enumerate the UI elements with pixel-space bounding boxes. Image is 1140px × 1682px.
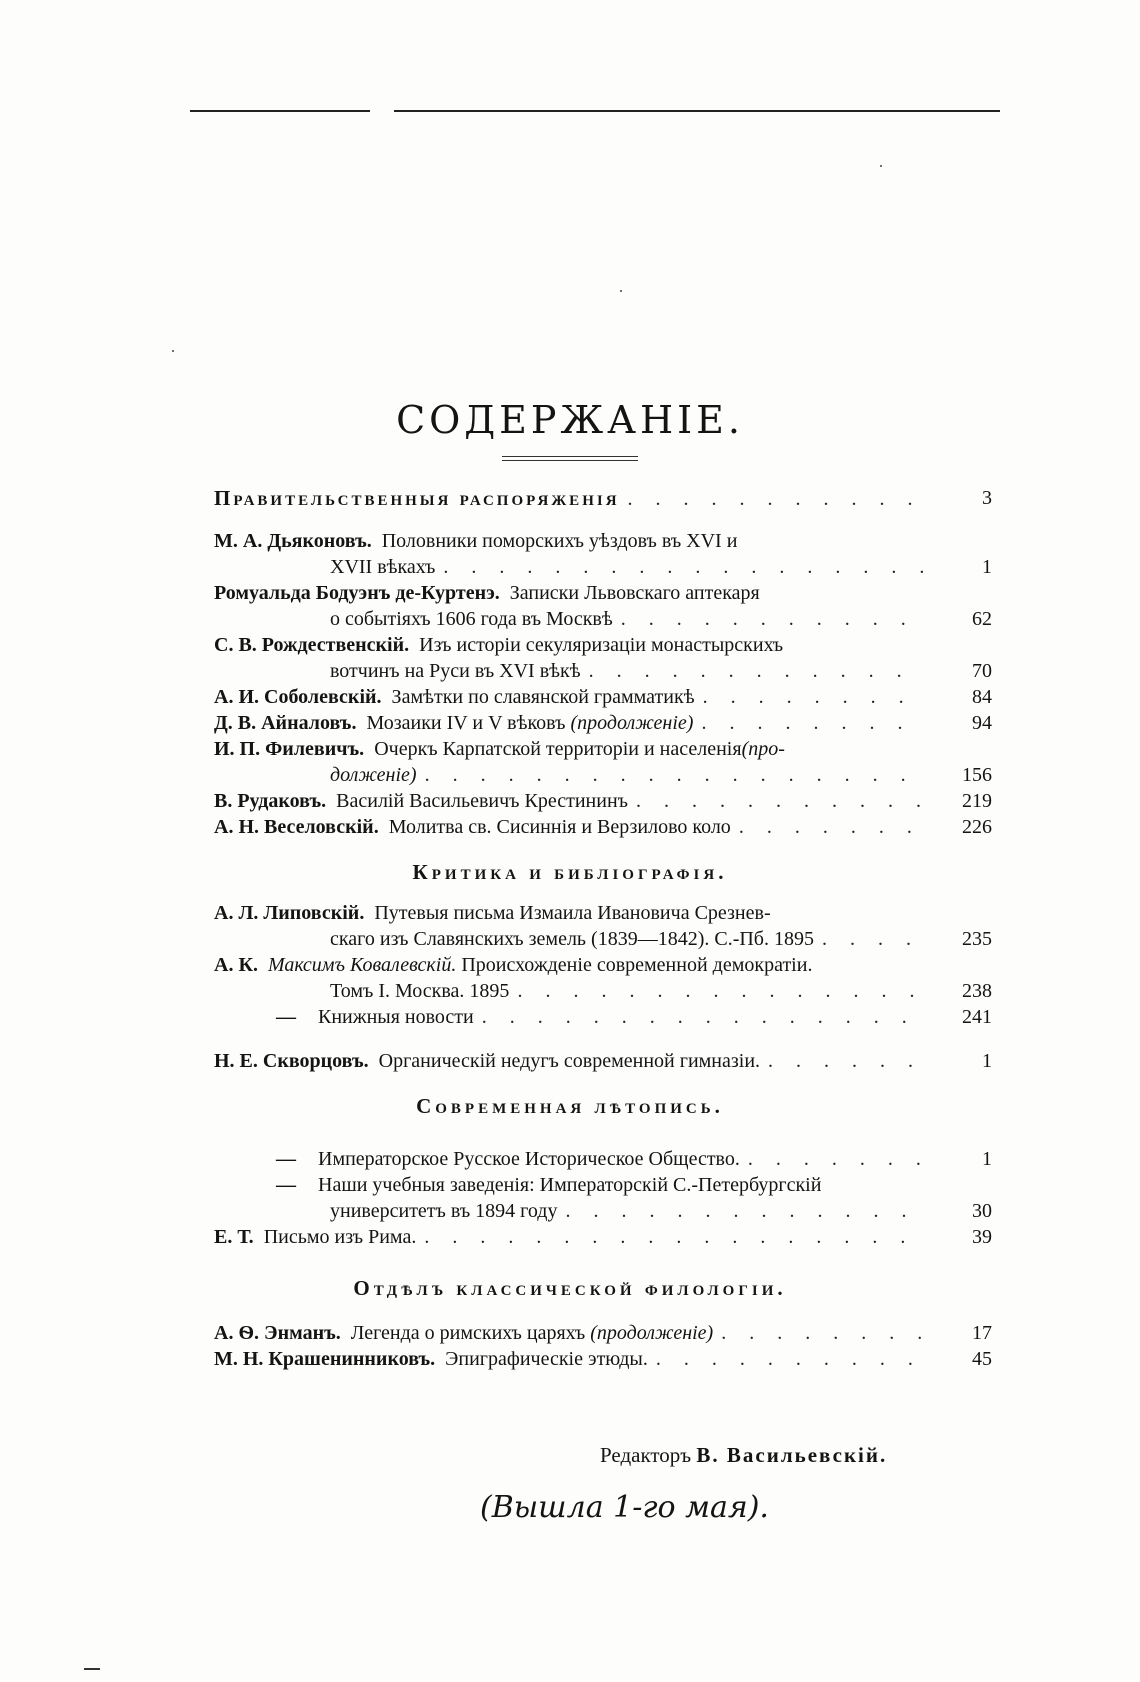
toc-entry-cont — [330, 554, 934, 580]
entry-title: Половники поморскихъ уѣздовъ въ XVI и — [381, 530, 738, 552]
dot-leader — [748, 1146, 926, 1172]
entry-author: Е. Т. — [214, 1226, 254, 1248]
entry-title: Очеркъ Карпатской территоріи и населенія — [374, 738, 742, 760]
toc-entry — [214, 632, 934, 658]
dot-leader — [565, 1198, 926, 1224]
page-number: 1 — [982, 1148, 992, 1170]
entry-author: С. В. Рождественскій. — [214, 634, 410, 656]
toc-entry — [214, 814, 934, 840]
entry-author: Д. В. Айналовъ. — [214, 712, 357, 734]
title-rule — [502, 456, 638, 457]
page-number: 84 — [972, 686, 992, 708]
dot-leader — [424, 1224, 926, 1250]
entry-author: А. Н. Веселовскій. — [214, 816, 379, 838]
toc-entry-cont — [330, 978, 934, 1004]
entry-title: Императорское Русское Историческое Общество. — [318, 1148, 740, 1170]
speck — [172, 350, 174, 352]
entry-title-cont: университетъ въ 1894 году — [330, 1200, 558, 1222]
dot-leader — [721, 1320, 926, 1346]
toc-entry — [214, 900, 934, 926]
entry-author: Н. Е. Скворцовъ. — [214, 1050, 369, 1072]
entry-italic: Максимъ Ковалевскій. — [267, 954, 457, 976]
section-heading-criticism: Критика и библіографія. — [412, 860, 728, 884]
entry-title: Замѣтки по славянской грамматикѣ — [391, 686, 695, 708]
toc-entry — [214, 736, 934, 762]
dot-leader — [517, 978, 926, 1004]
page-number: 62 — [972, 608, 992, 630]
speck — [880, 165, 882, 167]
entry-title-cont: XVII вѣкахъ — [330, 556, 436, 578]
section-label: Правительственныя распоряженія — [214, 486, 620, 510]
dot-leader — [628, 486, 926, 512]
toc-entry-cont — [330, 762, 934, 788]
toc-entry — [214, 1346, 934, 1372]
entry-author: М. Н. Крашенинниковъ. — [214, 1348, 436, 1370]
page-number: 30 — [972, 1200, 992, 1222]
dot-leader — [739, 814, 926, 840]
entry-note: (продолженіе) — [590, 1322, 714, 1344]
entry-title-cont: о событіяхъ 1606 года въ Москвѣ — [330, 608, 613, 630]
entry-title: Органическій недугъ современной гимназіи. — [378, 1050, 761, 1072]
top-rule-right — [394, 110, 1000, 112]
entry-title: Эпиграфическіе этюды. — [445, 1348, 648, 1370]
entry-title-cont: Томъ I. Москва. 1895 — [330, 980, 510, 1002]
dot-leader — [589, 658, 926, 684]
page-number: 226 — [962, 816, 992, 838]
toc-entry — [276, 1172, 934, 1198]
entry-author: А. Л. Липовскій. — [214, 902, 365, 924]
toc-entry-cont — [330, 926, 934, 952]
entry-title-cont: долженіе) — [330, 764, 417, 786]
editor-name: В. Васильевскій. — [696, 1443, 888, 1467]
dot-leader — [768, 1048, 926, 1074]
section-heading-chronicle: Современная лѣтопись. — [416, 1094, 724, 1118]
entry-author: М. А. Дьяконовъ. — [214, 530, 372, 552]
toc-entry-cont — [330, 606, 934, 632]
top-rule-left — [190, 110, 370, 112]
toc-entry — [276, 1146, 934, 1172]
entry-note: (продолженіе) — [570, 712, 694, 734]
margin-mark — [84, 1668, 100, 1670]
page-number: 219 — [962, 790, 992, 812]
editor-label: Редакторъ — [600, 1443, 692, 1467]
toc-entry — [214, 788, 934, 814]
entry-author: Ромуальда Бодуэнъ де-Куртенэ. — [214, 582, 500, 604]
page-number: 39 — [972, 1226, 992, 1248]
dot-leader — [822, 926, 926, 952]
entry-author: А. И. Соболевскій. — [214, 686, 382, 708]
entry-note: (про- — [741, 738, 785, 760]
toc-entry-government — [214, 485, 934, 512]
entry-title: Изъ исторіи секуляризаціи монастырскихъ — [419, 634, 784, 656]
toc-entry — [214, 1224, 934, 1250]
toc-entry — [214, 528, 934, 554]
section-heading-classical: Отдѣлъ классической филологіи. — [353, 1276, 787, 1300]
page-number: 3 — [982, 487, 992, 509]
entry-title-cont: скаго изъ Славянскихъ земель (1839—1842). С.-Пб. 1895 — [330, 928, 814, 950]
entry-title: Легенда о римскихъ царяхъ — [350, 1322, 586, 1344]
page-number: 1 — [982, 1050, 992, 1072]
entry-author: А. Ѳ. Энманъ. — [214, 1322, 341, 1344]
entry-title-cont: вотчинъ на Руси въ XVI вѣкѣ — [330, 660, 581, 682]
dot-leader — [703, 684, 926, 710]
page-number: 45 — [972, 1348, 992, 1370]
page-number: 235 — [962, 928, 992, 950]
entry-title: Записки Львовскаго аптекаря — [509, 582, 760, 604]
dot-leader — [636, 788, 926, 814]
page-number: 238 — [962, 980, 992, 1002]
toc-entry — [214, 1320, 934, 1346]
title-rule — [502, 460, 638, 461]
entry-author: А. К. — [214, 954, 258, 976]
handwritten-note: (Вышла 1-го мая). — [480, 1490, 769, 1525]
entry-title: Молитва св. Сисиннія и Верзилово коло — [388, 816, 731, 838]
entry-author: — — [276, 1174, 296, 1196]
entry-author: — — [276, 1006, 296, 1028]
toc-entry — [214, 684, 934, 710]
toc-entry-cont — [330, 1198, 934, 1224]
entry-author: В. Рудаковъ. — [214, 790, 327, 812]
page-number: 17 — [972, 1322, 992, 1344]
dot-leader — [443, 554, 926, 580]
dot-leader — [656, 1346, 926, 1372]
page-title: СОДЕРЖАНІЕ. — [396, 398, 744, 442]
page-number: 241 — [962, 1006, 992, 1028]
dot-leader — [621, 606, 926, 632]
page-number: 70 — [972, 660, 992, 682]
entry-title: Происхожденіе современной демократіи. — [461, 954, 813, 976]
toc-entry-cont — [330, 658, 934, 684]
page-number: 94 — [972, 712, 992, 734]
toc-entry — [214, 952, 934, 978]
entry-title: Мозаики IV и V вѣковъ — [366, 712, 566, 734]
page-number: 1 — [982, 556, 992, 578]
entry-title: Наши учебныя заведенія: Императорскій С.-Петербургскій — [318, 1174, 822, 1196]
toc-entry — [214, 710, 934, 736]
entry-title: Василій Васильевичъ Крестининъ — [336, 790, 628, 812]
speck — [620, 290, 622, 292]
editor-credit — [600, 1443, 887, 1468]
entry-author: И. П. Филевичъ. — [214, 738, 365, 760]
dot-leader — [482, 1004, 926, 1030]
entry-title: Путевыя письма Измаила Ивановича Срезнев- — [374, 902, 771, 924]
toc-entry — [214, 580, 934, 606]
entry-title: Книжныя новости — [318, 1006, 474, 1028]
toc-entry-standalone — [214, 1048, 934, 1074]
dot-leader — [425, 762, 926, 788]
entry-author: — — [276, 1148, 296, 1170]
toc-entry — [276, 1004, 934, 1030]
entry-title: Письмо изъ Рима. — [263, 1226, 417, 1248]
dot-leader — [701, 710, 926, 736]
page-number: 156 — [962, 764, 992, 786]
